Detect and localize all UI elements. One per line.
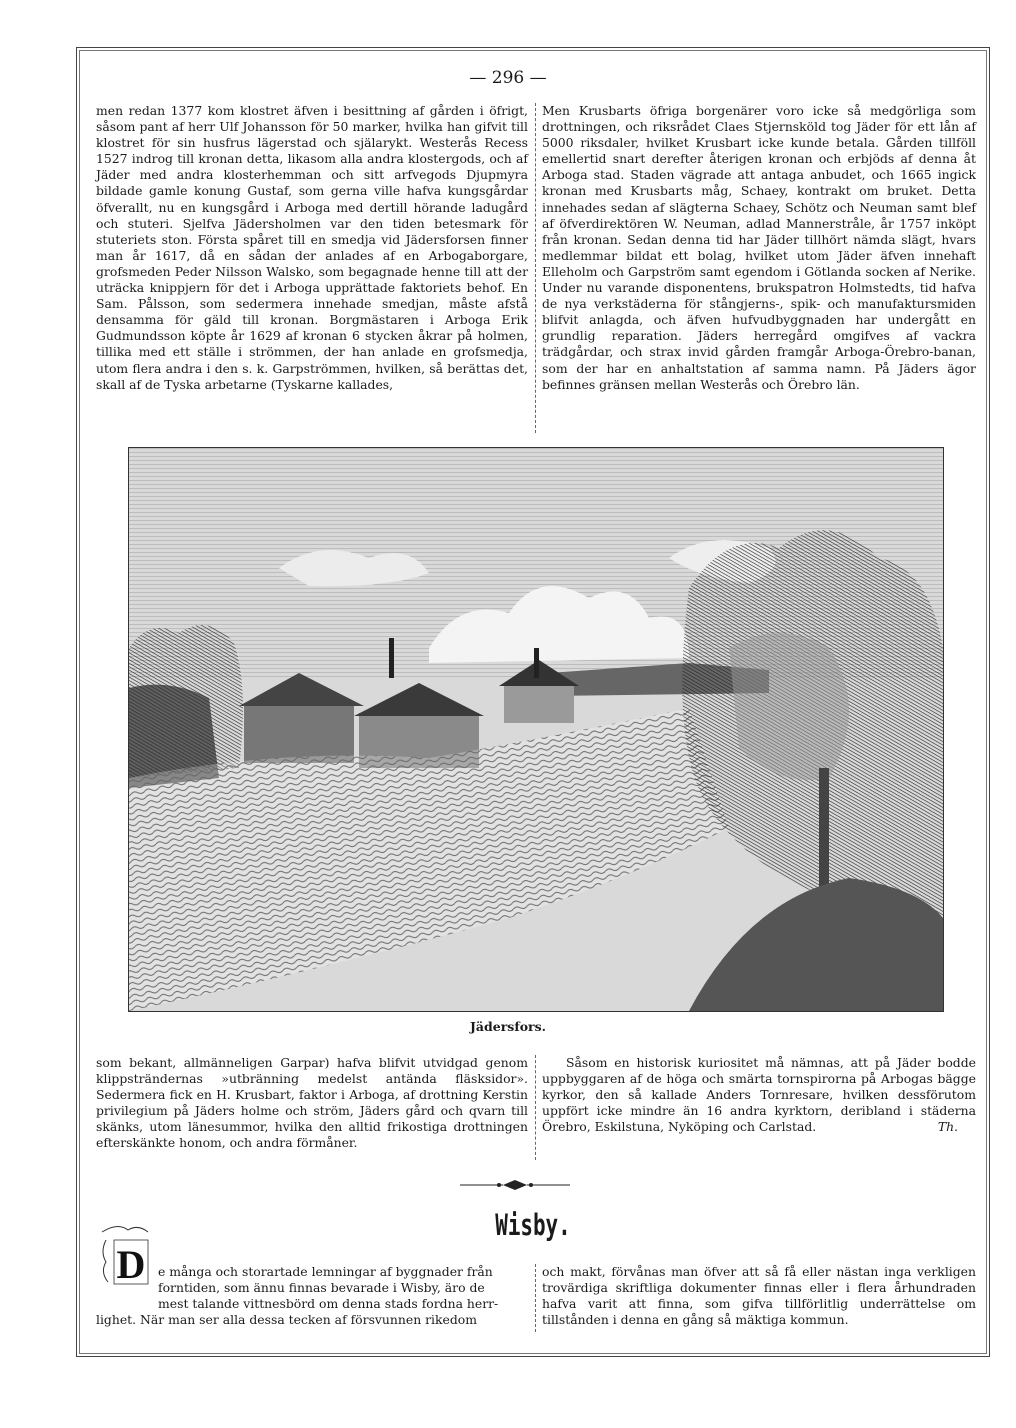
page-number: — 296 — [469, 68, 547, 88]
signature: Th. [937, 1119, 958, 1135]
wisby-left-line: forntiden, som ännu finnas bevarade i Wisby, äro de [158, 1280, 485, 1296]
column-divider-upper [535, 103, 536, 433]
lower-right-paragraph [542, 1055, 976, 1135]
section-title: Wisby. [495, 1208, 571, 1242]
wisby-right-column [542, 1264, 976, 1328]
upper-left-paragraph: men redan 1377 kom klostret äfven i besittning af gården i öfrigt, såsom pant af herr Ulf Johansson för 50 marker, hvilka han gifvit till klostret för sin husfrus lägerstad och själarykt. Westerås Recess 1527 indrog till kronan detta, likasom alla andra klostergods, och af Jäder med andra klosterhemman och sitt arfvegods Djupmyra bildade gamle konung Gustaf, som gerna ville hafva kungsgårdar öfverallt, nu en kungsgård i Arboga med dertill hörande ladugård och stuteri. Sjelfva Jädersholmen var den tiden betesmark för stuteriets ston. Första spåret till en smedja vid Jädersforsen finner man år 1617, då en sådan der anlades af en Arbogaborgare, grofsmeden Peder Nilsson Walsko, som begagnade henne till att der uträcka knippjern för det i Arboga upprättade faktoriets behof. En Sam. Pålsson, som sedermera innehade smedjan, måste afstå densamma för gäld till kronan. Borgmästaren i Arboga Erik Gudmundsson köpte år 1629 af kronan 6 stycken åkrar på holmen, tillika med ett ställe i strömmen, der han anlade en grofsmedja, utom flera andra i den s. k. Garpströmmen, hvilken, så berättas det, skall af de Tyska arbetarne (Tyskarne kallades, [96, 103, 528, 392]
column-divider-wisby [535, 1264, 536, 1332]
drop-cap-letter: D [116, 1242, 146, 1287]
divider-ornament [455, 1178, 575, 1192]
illustration-caption: Jädersfors. [469, 1019, 547, 1034]
lower-right-column [542, 1055, 976, 1135]
lower-left-column [96, 1055, 528, 1152]
wisby-right-paragraph: och makt, förvånas man öfver att så få eller nästan inga verkligen trovärdiga skriftliga dokumenter finnas eller i flera århundraden hafva varit att finna, som gifva tillförlitlig underrättelse om tillstånden i denna en gång så mäktiga kommun. [542, 1264, 976, 1328]
column-divider-lower [535, 1055, 536, 1160]
lower-left-paragraph: som bekant, allmänneligen Garpar) hafva blifvit utvidgad genom klippsträndernas »utbränning medelst antända fläsksidor». Sedermera fick en H. Krusbart, faktor i Arboga, af drottning Kerstin privilegium på Jäders holme och ström, Jäders gård och qvarn till skänks, utom länesummor, hvilka den alltid frikostiga drottningen efterskänkte honom, och andra förmåner. [96, 1055, 528, 1151]
wisby-left-line: e många och storartade lemningar af byggnader från [158, 1264, 493, 1279]
upper-right-column [542, 103, 976, 393]
engraving-svg [129, 448, 943, 1011]
jadersfors-illustration [128, 447, 944, 1012]
upper-left-column [96, 103, 528, 393]
wisby-left-line: lighet. När man ser alla dessa tecken af försvunnen rikedom [96, 1312, 477, 1328]
upper-right-paragraph: Men Krusbarts öfriga borgenärer voro icke så medgörliga som drottningen, och riksrådet Claes Stjernsköld tog Jäder för ett lån af 5000 riksdaler, hvilket Krusbart icke kunde betala. Gården tillföll emellertid snart derefter återigen kronan och erbjöds af denna åt Arboga stad. Staden vägrade att antaga anbudet, och 1665 ingick kronan med Krusbarts måg, Schaey, kontrakt om bruket. Detta innehades sedan af slägterna Schaey, Schötz och Neuman samt blef af öfverdirektören W. Neuman, adlad Mannerstråle, år 1757 inköpt från kronan. Sedan denna tid har Jäder tillhört nämda slägt, hvars medlemmar bildat ett bolag, hvilket utom Jäder äfven innehaft Elleholm och Garpström samt egendom i Götlanda socken af Nerike. Under nu varande disponentens, brukspatron Holmstedts, tid hafva de nya verkstäderna för stångjerns-, spik- och manufaktursmiden blifvit anlagda, och äfven hufvudbyggnaden har undergått en grundlig reparation. Jäders herregård omgifves af vackra trädgårdar, och strax invid gården framgår Arboga-Örebro-banan, som der har en anhaltstation af samma namn. På Jäders ägor befinnes gränsen mellan Westerås och Örebro län. [542, 103, 976, 392]
lower-right-text: Såsom en historisk kuriositet må nämnas, att på Jäder bodde uppbyggaren af de höga och smärta tornspirorna på Arbogas bägge kyrkor, den så kallade Anders Tornresare, hvilken dessförutom uppfört icke mindre än 16 andra kyrktorn, deribland i städerna Örebro, Eskilstuna, Nyköping och Carlstad. [542, 1055, 976, 1135]
wisby-left-line: mest talande vittnesbörd om denna stads fordna herr- [158, 1296, 499, 1312]
wisby-left-column [96, 1264, 528, 1328]
